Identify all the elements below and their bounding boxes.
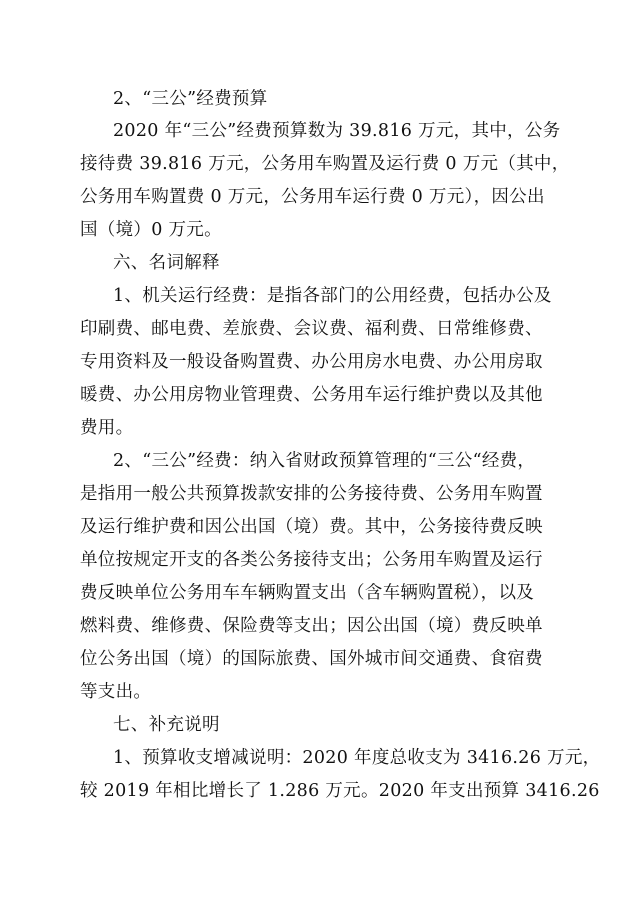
paragraph-line: 2020 年“三公”经费预算数为 39.816 万元，其中，公务 bbox=[113, 121, 561, 141]
paragraph-line: 燃料费、维修费、保险费等支出；因公出国（境）费反映单 bbox=[80, 616, 543, 636]
section-heading-supplement: 七、补充说明 bbox=[113, 715, 220, 735]
paragraph-line: 印刷费、邮电费、差旅费、会议费、福利费、日常维修费、 bbox=[80, 319, 543, 339]
paragraph-line: 是指用一般公共预算拨款安排的公务接待费、公务用车购置 bbox=[80, 484, 543, 504]
paragraph-line: 2、“三公”经费：纳入省财政预算管理的“三公“经费， bbox=[113, 451, 536, 471]
paragraph-line: 单位按规定开支的各类公务接待支出；公务用车购置及运行 bbox=[80, 550, 543, 570]
section-heading-sangong-budget: 2、“三公”经费预算 bbox=[113, 89, 268, 109]
paragraph-line: 费用。 bbox=[80, 418, 134, 438]
paragraph-line: 1、机关运行经费：是指各部门的公用经费，包括办公及 bbox=[113, 286, 552, 306]
paragraph-line: 接待费 39.816 万元，公务用车购置及运行费 0 万元（其中， bbox=[80, 154, 570, 174]
paragraph-line: 公务用车购置费 0 万元，公务用车运行费 0 万元），因公出 bbox=[80, 187, 545, 207]
paragraph-line: 国（境）0 万元。 bbox=[80, 220, 222, 240]
paragraph-line: 较 2019 年相比增长了 1.286 万元。2020 年支出预算 3416.26 bbox=[80, 781, 600, 801]
paragraph-line: 费反映单位公务用车车辆购置支出（含车辆购置税），以及 bbox=[80, 583, 535, 603]
paragraph-line: 1、预算收支增减说明：2020 年度总收支为 3416.26 万元， bbox=[113, 748, 601, 768]
paragraph-line: 及运行维护费和因公出国（境）费。其中，公务接待费反映 bbox=[80, 517, 543, 537]
section-heading-glossary: 六、名词解释 bbox=[113, 253, 220, 273]
paragraph-line: 暖费、办公用房物业管理费、公务用车运行维护费以及其他 bbox=[80, 385, 543, 405]
paragraph-line: 位公务出国（境）的国际旅费、国外城市间交通费、食宿费 bbox=[80, 649, 543, 669]
paragraph-line: 等支出。 bbox=[80, 682, 152, 702]
paragraph-line: 专用资料及一般设备购置费、办公用房水电费、办公用房取 bbox=[80, 352, 543, 372]
